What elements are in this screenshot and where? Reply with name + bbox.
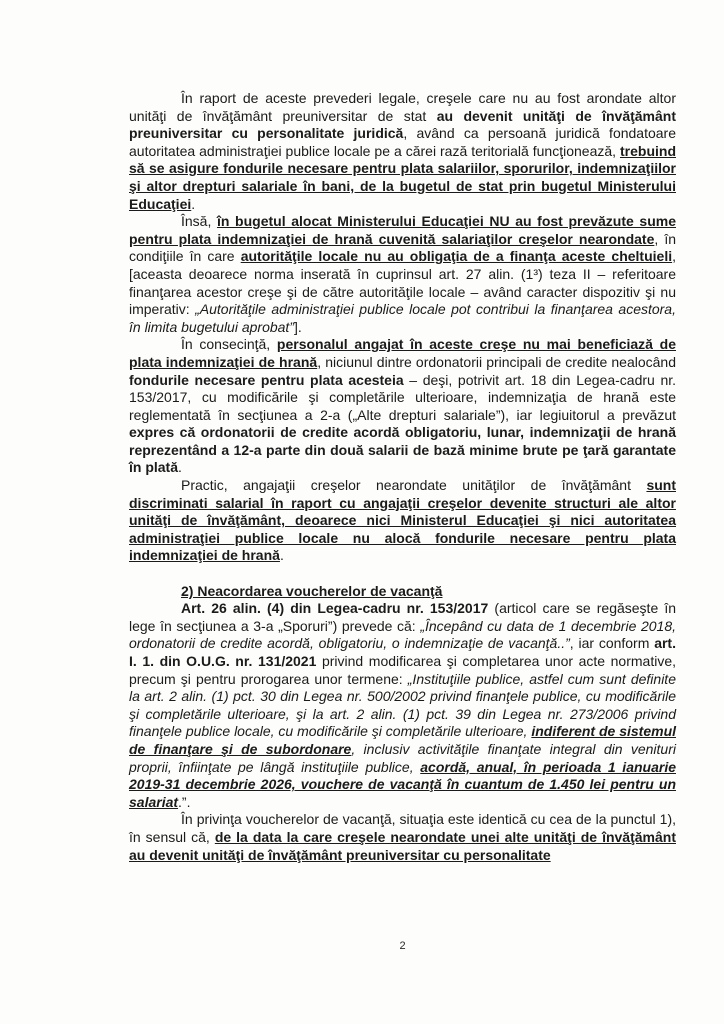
text-segment: Practic, angajaţii creşelor nearondate unităţilor de învăţământ — [181, 477, 647, 494]
text-segment: Însă, — [181, 213, 217, 230]
text-segment: personalul angajat în aceste creşe nu mai beneficiază de plata indemnizaţiei de hrană — [129, 336, 676, 370]
text-segment: , [aceasta deoarece norma inserată în cuprinsul art. 27 alin. (1³) teza II – referitoare finanţarea acestor creşe şi de către autorităţile locale – având caracter dispozitiv şi nu imperativ: — [129, 248, 676, 318]
text-segment: acordă, anual, în perioada 1 ianuarie 2019-31 decembrie 2026, vouchere de vacanţă în cuantum de 1.450 lei pentru un salariat — [129, 758, 676, 810]
text-segment: de la data la care creşele nearondate unei alte unităţi de învăţământ au devenit unităţi de învăţământ preuniversitar cu personalitate — [129, 828, 676, 863]
text-segment: 2) Neacordarea voucherelor de vacanţă — [181, 582, 443, 599]
paragraph — [129, 600, 676, 811]
text-segment: privind modificarea şi completarea unor acte normative, precum şi pentru prorogarea unor termene: — [129, 653, 677, 687]
paragraph — [129, 336, 676, 477]
text-segment: În consecinţă, — [181, 336, 277, 353]
paragraph — [129, 90, 676, 213]
text-segment: . — [178, 459, 182, 476]
page-number: 2 — [399, 940, 406, 953]
text-segment: Art. 26 alin. (4) din Legea-cadru nr. 153/2017 — [181, 600, 489, 617]
text-segment: trebuind să se asigure fondurile necesare pentru plata salariilor, sporurilor, indemnizaţiilor şi altor drepturi salariale în bani, de la bugetul de stat prin bugetul Ministerului Educaţiei — [129, 142, 676, 212]
document-content — [129, 90, 676, 864]
paragraph — [129, 811, 676, 864]
paragraph — [129, 477, 676, 565]
text-segment: – deşi, potrivit art. 18 din Legea-cadru nr. 153/2017, cu modificările şi completările ulterioare, indemnizaţia de hrană este reglementată în secţiunea a 2-a („Alte drepturi salariale”), iar legiuitorul a prevăzut — [129, 371, 677, 423]
text-segment: sunt discriminati salarial în raport cu angajaţii creşelor devenite structuri ale altor unităţi de învăţământ, deoarece nici Ministerul Educaţiei şi nici autoritatea administraţiei publice locale nu alocă fondurile necesare pentru plata indemnizaţiei de hrană — [129, 477, 676, 564]
text-segment: , iar conform — [569, 635, 655, 652]
text-segment: „Autorităţile administraţiei publice locale pot contribui la finanţarea acestora, în limita bugetului aprobat” — [129, 301, 676, 335]
text-segment: „Începând cu data de 1 decembrie 2018, ordonatorii de credite acordă, obligatoriu, o indemnizaţie de vacanţă..” — [129, 617, 676, 652]
text-segment: art. I. 1. din O.U.G. nr. 131/2021 — [129, 635, 676, 669]
text-segment: autorităţile locale nu au obligaţia de a finanţa aceste cheltuieli — [240, 248, 673, 265]
text-segment: „Instituţiile publice, astfel cum sunt definite la art. 2 alin. (1) pct. 30 din Legea nr. 500/2002 privind finanţele publice, cu modificările şi completările ulterioare, şi la art. 2 alin. (1) pct. 39 din Legea nr. 273/2006 privind finanţele publice locale, cu modificările şi completările ulterioare, — [129, 670, 676, 740]
text-segment: , având ca persoană juridică fondatoare autoritatea administraţiei publice locale pe a cărei rază teritorială funcţionează, — [129, 125, 676, 159]
text-segment: În raport de aceste prevederi legale, creşele care nu au fost arondate altor unităţi de învăţământ preuniversitar de stat — [129, 90, 676, 124]
text-segment: indiferent de sistemul de finanţare şi de subordonare — [129, 723, 677, 757]
text-segment: , niciunul dintre ordonatorii principali de credite nealocând — [317, 353, 677, 370]
text-segment: , inclusiv activităţile finanţate integral din venituri proprii, înfiinţate pe lângă instituţiile publice, — [129, 740, 676, 775]
text-segment: ]. — [294, 318, 302, 335]
text-segment: (articol care se regăseşte în lege în secţiunea a 3-a „Sporuri”) prevede că: — [129, 600, 677, 634]
text-segment: .”. — [178, 793, 191, 810]
text-segment: au devenit unităţi de învăţământ preuniversitar cu personalitate juridică — [129, 107, 676, 142]
text-segment: în bugetul alocat Ministerului Educaţiei NU au fost prevăzute sume pentru plata indemnizaţiei de hrană cuvenită salariaţilor creşelor nearondate — [129, 213, 676, 247]
text-segment: . — [279, 547, 284, 564]
paragraph — [129, 213, 676, 336]
text-segment: , în condiţiile în care — [129, 230, 676, 265]
text-segment: În privinţa voucherelor de vacanţă, situaţia este identică cu cea de la punctul 1), în sensul că, — [129, 811, 676, 845]
text-segment: . — [191, 195, 196, 212]
section-heading — [129, 583, 676, 601]
text-segment: expres că ordonatorii de credite acordă obligatoriu, lunar, indemnizaţii de hrană reprezentând a 12-a parte din două salarii de bază minime brute pe ţară garantate în plată — [129, 424, 676, 476]
text-segment: fondurile necesare pentru plata acesteia — [129, 371, 404, 388]
